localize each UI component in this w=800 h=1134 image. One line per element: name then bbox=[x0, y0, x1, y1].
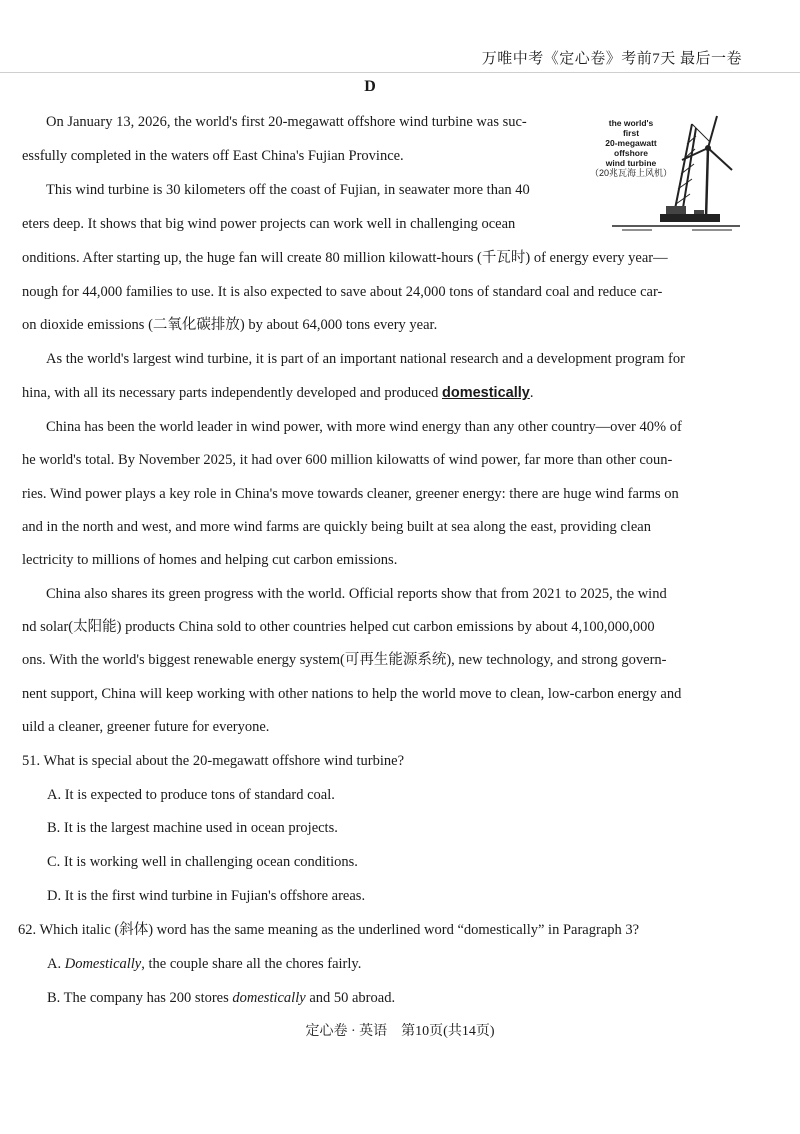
answer-option-b: B. It is the largest machine used in ocean projects. bbox=[47, 820, 338, 836]
passage-line: essfully completed in the waters off East China's Fujian Province. bbox=[22, 148, 404, 164]
answer-option-a bbox=[47, 954, 737, 974]
passage-line bbox=[22, 383, 740, 403]
passage-line: As the world's largest wind turbine, it is part of an important national research and a development program for bbox=[46, 351, 685, 367]
wind-turbine-figure bbox=[582, 114, 742, 234]
passage-line: nough for 44,000 families to use. It is also expected to save about 24,000 tons of standard coal and reduce car- bbox=[22, 284, 663, 300]
passage-line: onditions. After starting up, the huge fan will create 80 million kilowatt-hours (千瓦时) of energy every year— bbox=[22, 250, 668, 266]
figure-caption-line: first bbox=[622, 128, 640, 138]
question-stem: 51. What is special about the 20-megawatt offshore wind turbine? bbox=[22, 753, 404, 769]
passage-line: On January 13, 2026, the world's first 20-megawatt offshore wind turbine was suc- bbox=[46, 114, 527, 130]
answer-option-a: A. It is expected to produce tons of standard coal. bbox=[47, 787, 335, 803]
passage-line: ons. With the world's biggest renewable energy system(可再生能源系统), new technology, and strong govern- bbox=[22, 652, 667, 668]
passage-line: uild a cleaner, greener future for everyone. bbox=[22, 719, 270, 735]
passage-line: ries. Wind power plays a key role in China's move towards cleaner, greener energy: there are huge wind farms on bbox=[22, 486, 679, 502]
figure-caption-chinese: （20兆瓦海上风机） bbox=[590, 168, 673, 178]
passage-text: hina, with all its necessary parts independently developed and produced bbox=[22, 385, 442, 401]
passage-line: China has been the world leader in wind power, with more wind energy than any other country—over 40% of bbox=[46, 419, 682, 435]
question-stem: 62. Which italic (斜体) word has the same meaning as the underlined word “domestically” in Paragraph 3? bbox=[18, 922, 640, 938]
page-header: 万唯中考《定心卷》考前7天 最后一卷 bbox=[481, 51, 742, 67]
italic-word: domestically bbox=[232, 990, 306, 1006]
figure-caption-line: offshore bbox=[614, 148, 648, 158]
passage-line: China also shares its green progress with the world. Official reports show that from 2021 to 2025, the wind bbox=[46, 586, 667, 602]
figure-caption bbox=[590, 118, 672, 178]
underlined-word: domestically bbox=[441, 385, 530, 401]
header-divider bbox=[0, 72, 800, 73]
section-label: D bbox=[364, 78, 376, 95]
option-text: , the couple share all the chores fairly. bbox=[141, 956, 362, 972]
figure-caption-line: wind turbine bbox=[605, 158, 657, 168]
figure-caption-line: the world's bbox=[608, 118, 654, 128]
passage-line: nent support, China will keep working with other nations to help the world move to clean, low-carbon energy and bbox=[22, 686, 682, 702]
answer-option-b bbox=[47, 988, 737, 1008]
passage-line: nd solar(太阳能) products China sold to other countries helped cut carbon emissions by about 4,100,000,000 bbox=[22, 619, 655, 635]
passage-line: lectricity to millions of homes and helping cut carbon emissions. bbox=[22, 552, 398, 568]
passage-text: . bbox=[529, 385, 534, 401]
option-text: and 50 abroad. bbox=[305, 990, 396, 1006]
figure-caption-line: 20-megawatt bbox=[605, 138, 657, 148]
option-text: B. The company has 200 stores bbox=[47, 990, 233, 1006]
answer-option-c: C. It is working well in challenging ocean conditions. bbox=[47, 854, 358, 870]
answer-option-d: D. It is the first wind turbine in Fujian's offshore areas. bbox=[47, 888, 366, 904]
page-footer: 定心卷 · 英语 第10页(共14页) bbox=[305, 1024, 495, 1039]
passage-line: eters deep. It shows that big wind power projects can work well in challenging ocean bbox=[22, 216, 516, 232]
italic-word: Domestically bbox=[64, 956, 142, 972]
passage-line: on dioxide emissions (二氧化碳排放) by about 64,000 tons every year. bbox=[22, 317, 438, 333]
passage-line: he world's total. By November 2025, it had over 600 million kilowatts of wind power, far more than other coun- bbox=[22, 452, 673, 468]
passage-line: This wind turbine is 30 kilometers off the coast of Fujian, in seawater more than 40 bbox=[46, 182, 530, 198]
passage-line: and in the north and west, and more wind farms are quickly being built at sea along the east, providing clean bbox=[22, 519, 651, 535]
option-text: A. bbox=[47, 956, 65, 972]
